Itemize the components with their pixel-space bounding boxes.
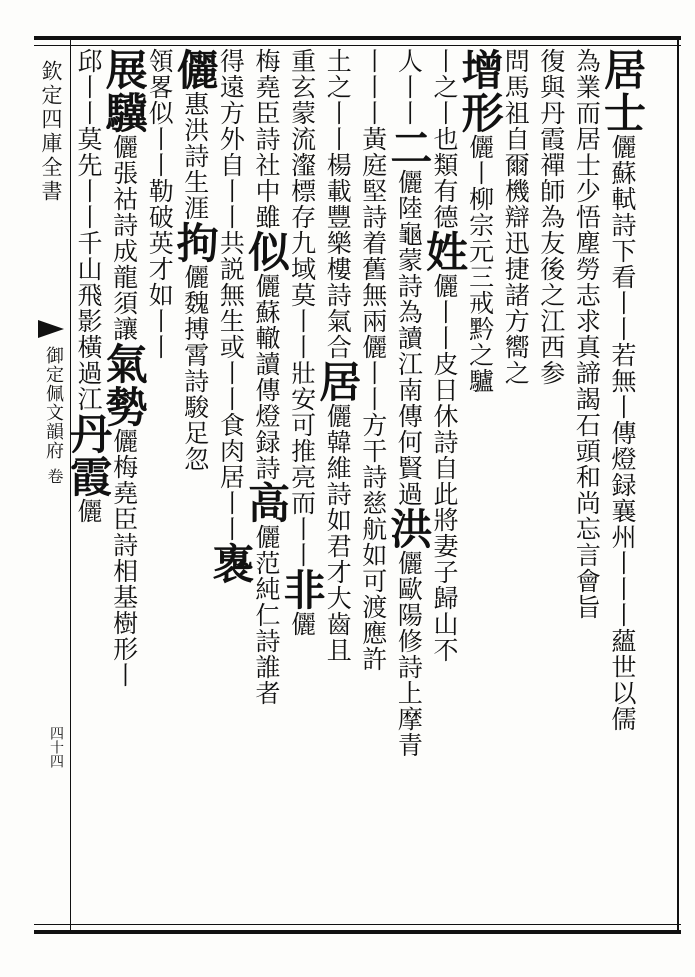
entry-text: 邱丨丨莫先丨丨千山飛影橫過江 (74, 48, 103, 412)
headword: 拘 (170, 221, 220, 264)
entry-text: 儷 (74, 498, 103, 524)
book-title: 欽定四庫全書 (39, 60, 63, 204)
text-column (170, 48, 220, 924)
entry-text: 得遠方外自丨丨共説無生或丨丨食肉居丨丨 (216, 48, 246, 542)
entry-text: 儷梅堯臣詩相基樹形丨 (109, 428, 139, 688)
entry-text: 梅堯臣詩社中雖 (252, 48, 281, 230)
entry-text: 丨之丨也類有德 (430, 48, 459, 230)
section-title: 御定佩文韻府 (43, 346, 64, 460)
entry-text: 儷陸龜蒙詩為讀江南傳何賢過 (394, 169, 424, 507)
entry-text: 儷范純仁詩誰者 (252, 524, 281, 706)
volume-label: 卷 (45, 468, 64, 487)
entry-text: 惠洪詩生涯 (180, 91, 210, 221)
entry-text: 問馬祖自爾機辯迅捷諸方嚮之 (501, 48, 531, 386)
entry-text: 儷蘇轍讀傳燈録詩 (252, 273, 281, 481)
text-column (64, 48, 113, 924)
headword: 高 (242, 481, 291, 524)
text-column (497, 48, 533, 924)
bottom-border (34, 930, 681, 934)
entry-text: 為業而居士少悟塵勞志求真諦謁石頭和尚忘言會旨 (572, 48, 602, 620)
entry-text: 儷張祜詩成龍須讓 (109, 134, 139, 342)
headword: 儷 (170, 48, 220, 91)
headword: 非 (277, 568, 327, 611)
top-border (34, 36, 681, 40)
headword: 二 (384, 126, 434, 169)
fish-tail-mark-icon (36, 318, 66, 340)
entry-text: 儷魏搏霄詩駿足忽 (180, 264, 210, 472)
entry-text: 儷丨柳宗元三戒黔之驢 (465, 134, 495, 394)
headword: 褢 (206, 542, 256, 585)
entry-text: 領畧似丨丨勒破英才如丨丨 (145, 48, 175, 360)
entry-text: 丨丨丨黃庭堅詩着舊無兩儷丨丨方干詩慈航如可渡應許 (358, 48, 388, 672)
text-column (598, 48, 647, 924)
text-column (206, 48, 256, 924)
headword: 居士 (598, 48, 647, 134)
entry-text: 復與丹霞禪師為友後之江西参 (536, 48, 566, 386)
entry-text: 儷 (287, 611, 317, 637)
text-column (384, 48, 434, 924)
entry-text: 人丨丨 (394, 48, 424, 126)
headword: 姓 (420, 230, 469, 273)
text-column (355, 48, 391, 924)
bottom-border-inner (34, 924, 681, 925)
text-column (141, 48, 177, 924)
headword: 居 (313, 360, 363, 403)
text-column (420, 48, 469, 924)
entry-text: 儷蘇軾詩下看丨丨若無丨傳燈録襄州丨丨丨蘊世以儒 (608, 134, 637, 732)
headword: 似 (242, 230, 291, 273)
headword: 氣勢 (99, 342, 149, 428)
headword: 展驥 (99, 48, 149, 134)
entry-text: 重玄蒙流瀣標存九域莫丨丨壯安可推亮而丨丨 (287, 48, 317, 568)
headword: 增形 (455, 48, 505, 134)
text-column (242, 48, 291, 924)
text-column (568, 48, 604, 924)
headword: 洪 (384, 507, 434, 550)
top-border-inner (34, 45, 681, 46)
entry-text: 儷韓維詩如君才大齒且 (323, 403, 353, 663)
headword: 丹霞 (64, 412, 113, 498)
text-column (455, 48, 505, 924)
page-number: 四十四 (48, 726, 64, 768)
entry-text: 儷丨丨皮日休詩自此將妻子歸山不 (430, 273, 459, 663)
right-border (677, 36, 679, 934)
entry-text: 土之丨丨楊載豐樂樓詩氣合 (323, 48, 353, 360)
text-column (313, 48, 363, 924)
entry-text: 儷歐陽修詩上摩青 (394, 550, 424, 758)
text-column (533, 48, 569, 924)
